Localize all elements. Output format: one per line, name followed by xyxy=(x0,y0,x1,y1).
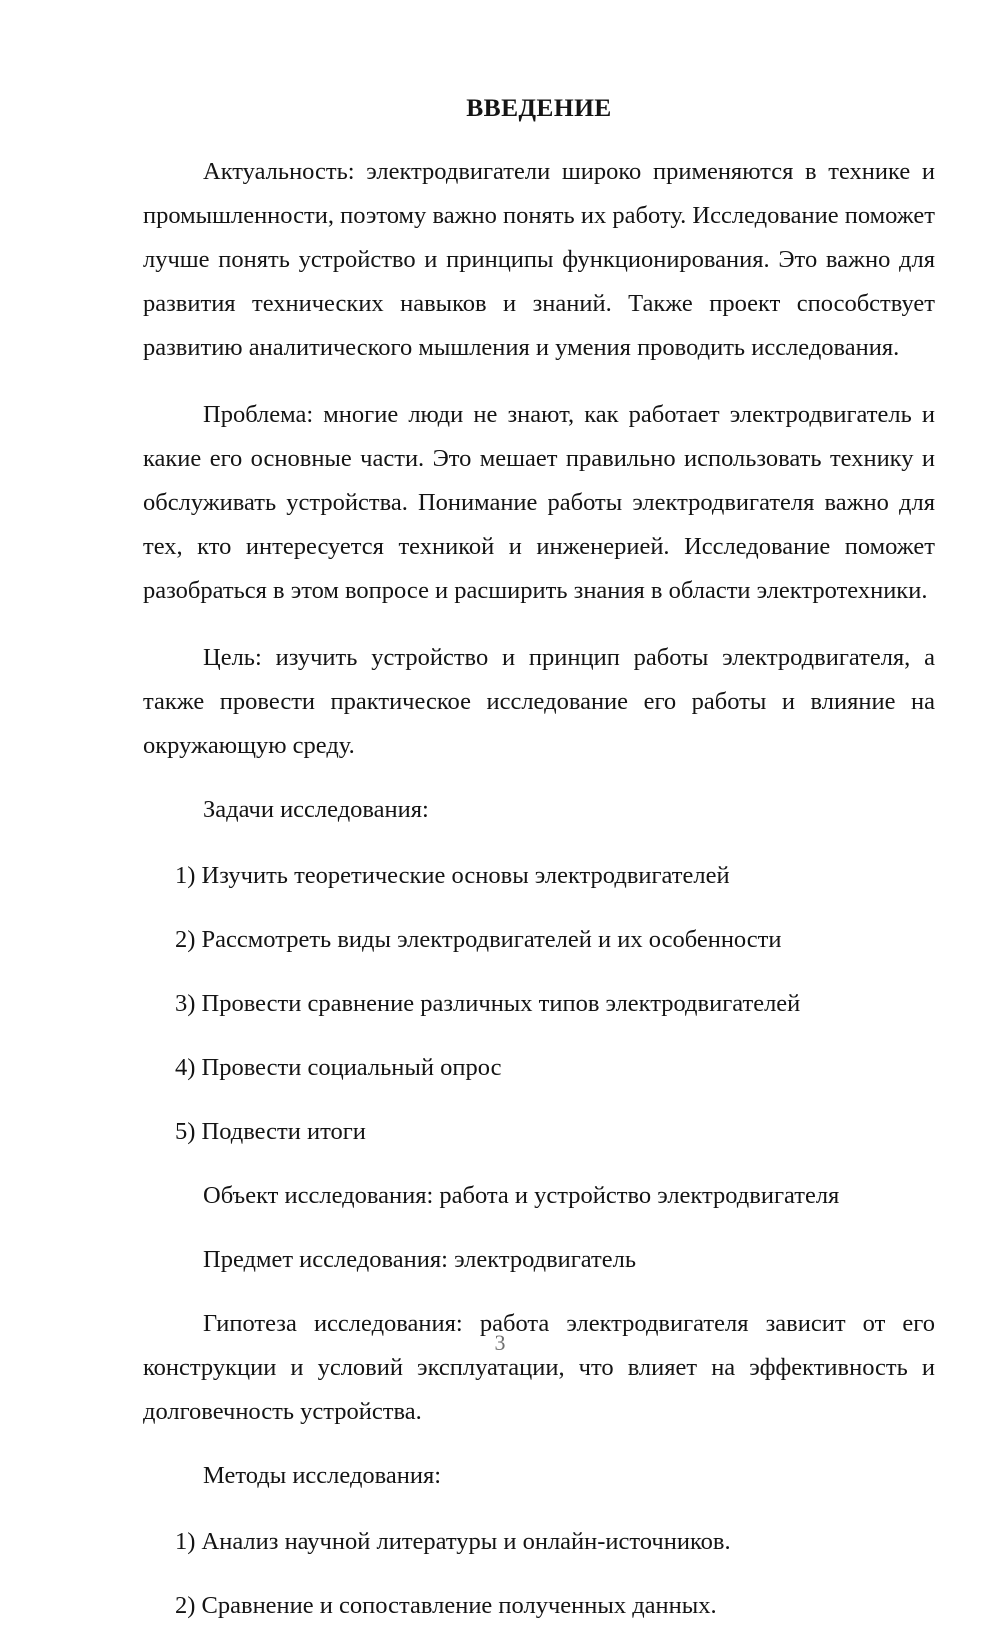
document-body xyxy=(143,0,935,1628)
paragraph-goal: Цель: изучить устройство и принцип работы электродвигателя, а также провести практическое исследование его работы и влияние на окружающую среду. xyxy=(143,643,935,759)
list-item: 5) Подвести итоги xyxy=(175,1117,366,1145)
list-item: 1) Изучить теоретические основы электродвигателей xyxy=(175,861,730,889)
paragraph-hypothesis: Гипотеза исследования: работа электродвигателя зависит от его конструкции и условий эксплуатации, что влияет на эффективность и долговечность устройства. xyxy=(143,1309,935,1425)
list-item: 2) Сравнение и сопоставление полученных данных. xyxy=(175,1591,717,1619)
tasks-heading: Задачи исследования: xyxy=(203,795,429,823)
paragraph-problem: Проблема: многие люди не знают, как работает электродвигатель и какие его основные части. Это мешает правильно использовать технику и обслуживать устройства. Понимание работы электродвигателя важно для тех, кто интересуется техникой и инженерией. Исследование поможет разобраться в этом вопросе и расширить знания в области электротехники. xyxy=(143,400,935,604)
paragraph-object: Объект исследования: работа и устройство электродвигателя xyxy=(203,1181,840,1209)
list-item: 4) Провести социальный опрос xyxy=(175,1053,502,1081)
page-title: ВВЕДЕНИЕ xyxy=(466,93,612,122)
list-item: 2) Рассмотреть виды электродвигателей и их особенности xyxy=(175,925,782,953)
list-item: 1) Анализ научной литературы и онлайн-источников. xyxy=(175,1527,731,1555)
methods-heading: Методы исследования: xyxy=(203,1461,442,1489)
paragraph-relevance: Актуальность: электродвигатели широко применяются в технике и промышленности, поэтому важно понять их работу. Исследование поможет лучше понять устройство и принципы функционирования. Это важно для развития технических навыков и знаний. Также проект способствует развитию аналитического мышления и умения проводить исследования. xyxy=(143,157,935,361)
list-item: 3) Провести сравнение различных типов электродвигателей xyxy=(175,989,801,1017)
page-number: 3 xyxy=(494,1330,506,1355)
paragraph-subject: Предмет исследования: электродвигатель xyxy=(203,1245,637,1273)
